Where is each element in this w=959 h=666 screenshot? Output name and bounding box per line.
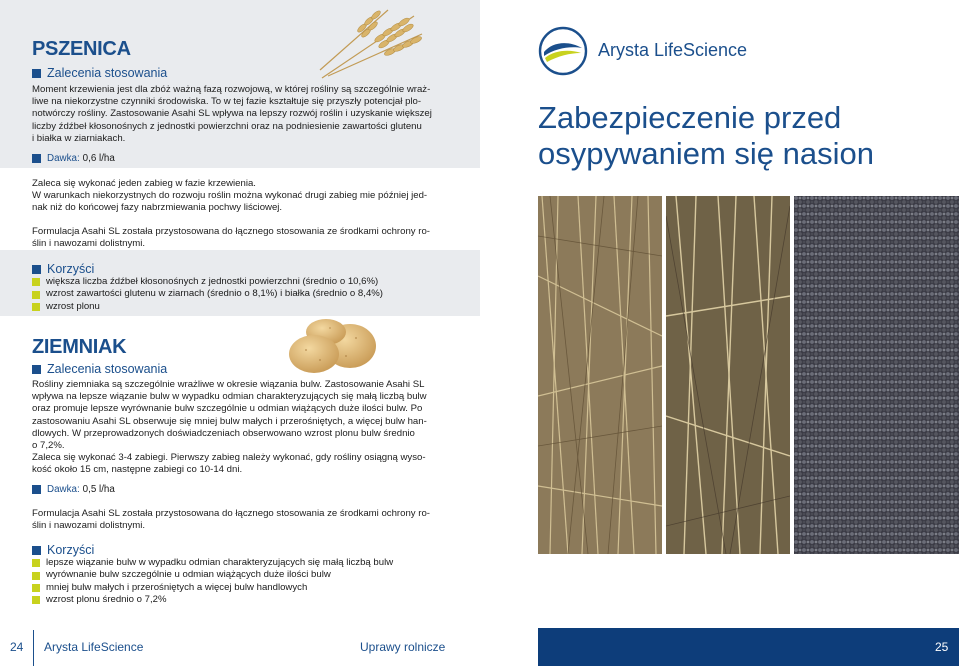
text-line: Zaleca się wykonać jeden zabieg w fazie krzewienia. (32, 178, 256, 189)
yellow-square-bullet-icon (32, 303, 40, 311)
benefit-text: wzrost plonu średnio o 7,2% (46, 594, 167, 606)
photo-rapeseed-seeds (794, 196, 959, 554)
footer-brand: Arysta LifeScience (44, 640, 144, 654)
headline (538, 100, 938, 172)
benefit-text: lepsze wiązanie bulw w wypadku odmian charakteryzujących się małą liczbą bulw (46, 557, 394, 568)
wheat-recommendations-label: Zalecenia stosowania (47, 66, 168, 80)
text-line: liwe na niekorzystne czynniki środowiska. To w tej fazie kształtuje się przyszły potencjał plo- (32, 96, 422, 108)
potato-paragraph-2 (32, 508, 442, 532)
potato-benefits-heading (32, 543, 94, 557)
photo-rapeseed-pods (666, 196, 790, 554)
footer-right (538, 628, 959, 666)
wheat-paragraph-2 (32, 178, 442, 215)
text-line: o 7,2%. (32, 440, 65, 452)
headline-line: Zabezpieczenie przed (538, 100, 842, 135)
potato-benefits-label: Korzyści (47, 543, 95, 557)
yellow-square-bullet-icon (32, 278, 40, 286)
wheat-benefits-heading (32, 262, 94, 276)
wheat-illustration (318, 4, 430, 80)
wheat-benefits-label: Korzyści (47, 262, 95, 276)
right-page-number: 25 (935, 640, 949, 654)
wheat-recommendations-heading (32, 66, 167, 80)
footer-category: Uprawy rolnicze (360, 640, 446, 654)
arysta-logo-icon (538, 26, 588, 76)
headline-line: osypywaniem się nasion (538, 136, 875, 171)
wheat-benefits-list (32, 276, 452, 313)
wheat-title: PSZENICA (32, 38, 131, 60)
potato-illustration (286, 316, 382, 378)
potato-recommendations-heading (32, 362, 167, 376)
wheat-paragraph-1 (32, 84, 442, 145)
potato-dose-label: Dawka: (47, 484, 80, 495)
text-line: zastosowaniu Asahi SL obserwuje się mniej bulw małych i przerośniętych, a więcej bulw han- (32, 415, 427, 427)
photo-rapeseed-field (538, 196, 662, 554)
benefit-text: mniej bulw małych i przerośniętych a więcej bulw handlowych (46, 581, 308, 593)
potato-paragraph-1 (32, 379, 447, 477)
list-item (32, 582, 452, 594)
yellow-square-bullet-icon (32, 596, 40, 604)
yellow-square-bullet-icon (32, 572, 40, 580)
square-bullet-icon (32, 265, 41, 274)
potato-title: ZIEMNIAK (32, 336, 127, 358)
yellow-square-bullet-icon (32, 559, 40, 567)
list-item (32, 301, 452, 313)
text-line: ślin i nawozami dolistnymi. (32, 238, 146, 250)
benefit-text: wzrost plonu (46, 300, 100, 312)
square-bullet-icon (32, 154, 41, 163)
square-bullet-icon (32, 365, 41, 374)
square-bullet-icon (32, 485, 41, 494)
text-line: W warunkach niekorzystnych do rozwoju roślin można wykonać drugi zabieg mie później jed- (32, 190, 428, 202)
potato-recommendations-label: Zalecenia stosowania (47, 362, 168, 376)
benefit-text: wzrost zawartości glutenu w ziarnach (średnio o 8,1%) i białka (średnio o 8,4%) (46, 288, 383, 300)
square-bullet-icon (32, 69, 41, 78)
text-line: wpływa na lepsze wiązanie bulw w wypadku odmian charakteryzujących się małą liczbą bulw (32, 391, 427, 403)
text-line: oraz promuje lepsze wyrównanie bulw szczególnie u odmian wiążących duże ilości bulw. Po (32, 403, 423, 415)
text-line: dlowych. W przeprowadzonych doświadczeniach obserwowano wzrost plonu bulw średnio (32, 427, 415, 439)
footer-divider (33, 630, 34, 666)
text-line: Formulacja Asahi SL została przystosowana do łącznego stosowania ze środkami ochrony ro- (32, 508, 430, 519)
yellow-square-bullet-icon (32, 584, 40, 592)
text-line: Formulacja Asahi SL została przystosowana do łącznego stosowania ze środkami ochrony ro- (32, 226, 430, 237)
wheat-dose-value: 0,6 l/ha (82, 153, 115, 164)
benefit-text: wyrównanie bulw szczególnie u odmian wiążących duże ilości bulw (46, 569, 331, 581)
potato-dose (32, 484, 115, 495)
text-line: Rośliny ziemniaka są szczególnie wrażliwe w okresie wiązania bulw. Zastosowanie Asahi SL (32, 379, 425, 390)
text-line: ślin i nawozami dolistnymi. (32, 520, 146, 532)
square-bullet-icon (32, 546, 41, 555)
text-line: Moment krzewienia jest dla zbóż ważną fazą rozwojową, w której rośliny są szczególnie wraż- (32, 84, 431, 95)
text-line: i białka w ziarniakach. (32, 132, 126, 144)
wheat-dose-label: Dawka: (47, 153, 80, 164)
text-line: kość około 15 cm, następne zabiegi co 10-14 dni. (32, 464, 243, 476)
text-line: liczby źdźbeł kłosonośnych z jednostki powierzchni oraz na podniesienie zawartości glutenu (32, 120, 422, 132)
yellow-square-bullet-icon (32, 291, 40, 299)
wheat-dose (32, 153, 115, 164)
wheat-paragraph-3 (32, 226, 442, 250)
list-item (32, 594, 452, 606)
text-line: notwórczy rośliny. Zastosowanie Asahi SL wpływa na lepszy rozwój roślin i uzyskanie większej (32, 108, 432, 120)
list-item (32, 288, 452, 300)
left-page-number: 24 (10, 640, 24, 654)
brand-name: Arysta LifeScience (598, 40, 748, 60)
benefit-text: większa liczba źdźbeł kłosonośnych z jednostki powierzchni (średnio o 10,6%) (46, 276, 379, 287)
potato-benefits-list (32, 557, 452, 607)
text-line: nak niż do końcowej fazy nabrzmiewania pochwy liściowej. (32, 202, 283, 214)
potato-dose-value: 0,5 l/ha (82, 484, 115, 495)
text-line: Zaleca się wykonać 3-4 zabiegi. Pierwszy zabieg należy wykonać, gdy rośliny osiągną wyso- (32, 452, 426, 464)
list-item (32, 276, 452, 288)
list-item (32, 569, 452, 581)
list-item (32, 557, 452, 569)
